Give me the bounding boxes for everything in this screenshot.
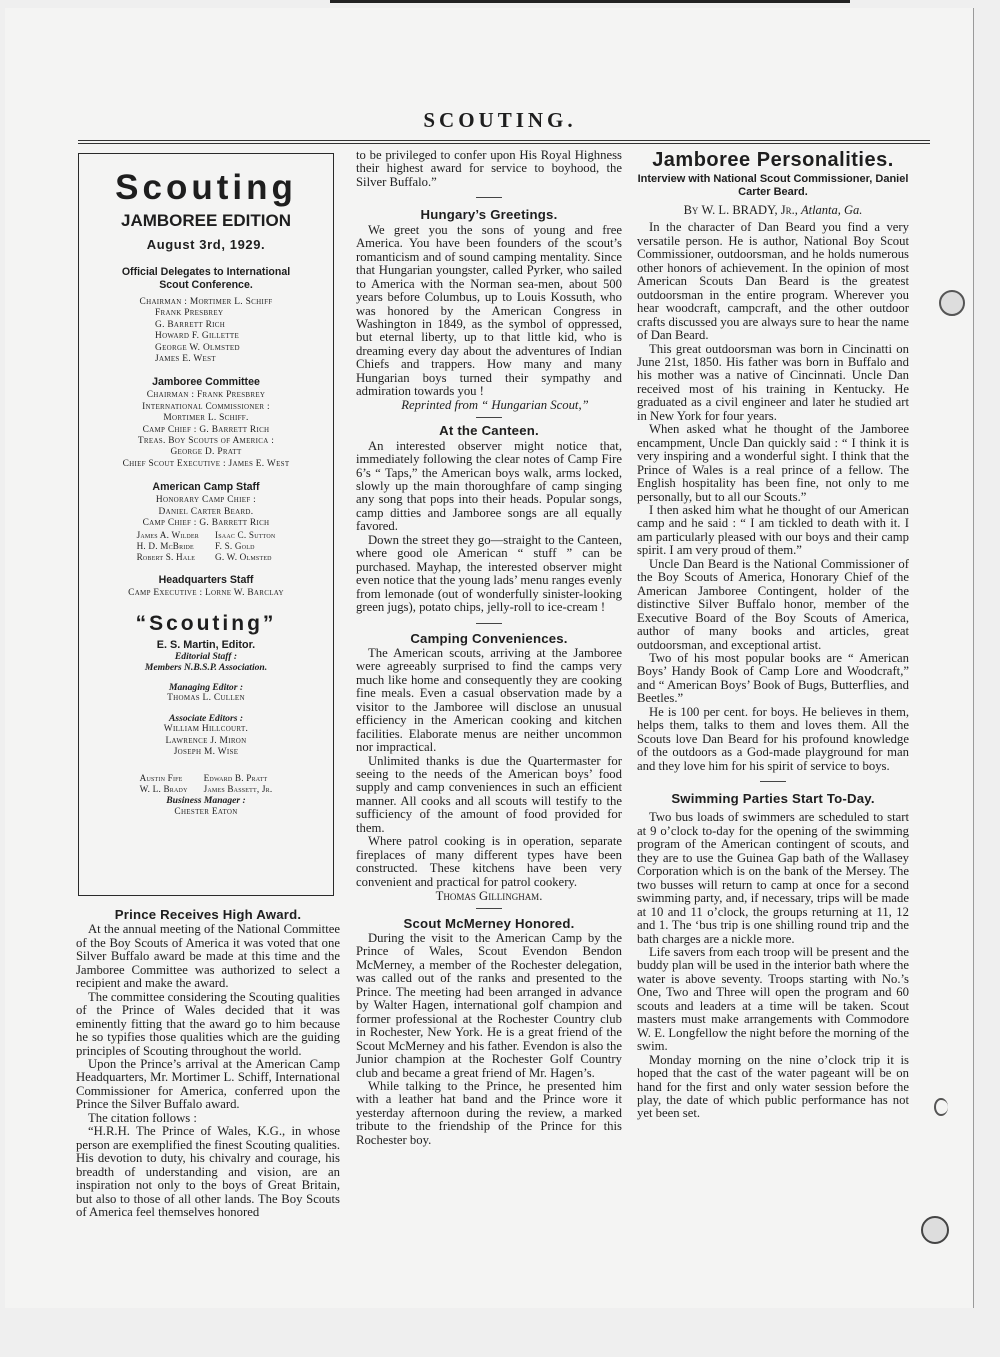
article-paragraph: Down the street they go—straight to the Canteen, where good ole American “ stuff ” can be purchased. Mayhap, the interested observer might even notice that the young lads’ menu ranges evenly from lemonade (out of wonderfully sinister-looking green jugs), potato chips, jelly-roll to ice-cream ! bbox=[356, 532, 622, 615]
camp-staff-heading: American Camp Staff bbox=[152, 481, 260, 494]
delegate-line: Frank Presbrey bbox=[155, 308, 224, 319]
article-paragraph: An interested observer might notice that, immediately following the clear notes of Camp Fire 6’s “ Taps,” the American boys walk, arms locked, slowly up the main thoroughfare of camp singing any song that pops into their heads. Popular songs, camp ditties and Jamboree songs are all equally favored. bbox=[356, 438, 622, 534]
associate-editor-name: William Hillcourt. bbox=[163, 724, 249, 735]
hq-line: Camp Executive : Lorne W. Barclay bbox=[128, 588, 284, 599]
business-manager-name: Chester Eaton bbox=[174, 806, 238, 817]
article-title-swimming: Swimming Parties Start To-Day. bbox=[671, 791, 875, 807]
managing-editor-name: Thomas L. Cullen bbox=[167, 693, 245, 704]
article-paragraph: The committee considering the Scouting qualities of the Prince of Wales decided that it was eminently fitting that the award go to him because he so typifies those qualities which are the guiding principles of Scouting throughout the world. bbox=[76, 989, 340, 1058]
column-1-article bbox=[76, 908, 340, 1219]
committee-line: Mortimer L. Schiff. bbox=[163, 413, 249, 424]
binder-hole-mark bbox=[921, 1216, 949, 1244]
masthead-title: Scouting bbox=[115, 168, 297, 207]
contributor-name: Austin Fife bbox=[139, 772, 183, 783]
edition-date: August 3rd, 1929. bbox=[146, 237, 266, 252]
camp-staff-name: James A. Wilder bbox=[136, 529, 199, 540]
camp-staff-line: Daniel Carter Beard. bbox=[158, 506, 254, 517]
contributor-name: James Bassett, Jr. bbox=[203, 783, 273, 794]
article-paragraph: The American scouts, arriving at the Jamboree were agreeably surprised to find the camps very much like home and consequently they are cooking fine meals. Even a casual observation made by a visitor to the Jamboree will disclose an unusual efficiency in the American cooking and kitchen facilities. Elaborate menus are neither uncommon nor impractical. bbox=[356, 645, 622, 755]
header-rule bbox=[78, 140, 930, 141]
article-byline bbox=[637, 204, 909, 217]
article-paragraph: While talking to the Prince, he presented him with a leather hat band and the Prince wore it yesterday afternoon during the review, a marked tribute to the friendship of the Prince for this Rochester boy. bbox=[356, 1079, 622, 1147]
article-title-personalities: Jamboree Personalities. bbox=[652, 149, 894, 171]
article-paragraph: Life savers from each troop will be present and the buddy plan will be used in the interior bath where the water is above seventy. Troops starting with No.’s One, Two and Three will open the program and 60 scouts and leaders at a time will be taken. Scout masters must make arrangements with Commodore W. E. Longfellow the night before the morning of the swim. bbox=[637, 945, 909, 1054]
delegate-line: James E. West bbox=[155, 354, 216, 365]
byline-place: Atlanta, Ga. bbox=[800, 203, 863, 217]
editor-line: E. S. Martin, Editor. bbox=[156, 638, 256, 651]
business-manager-label: Business Manager : bbox=[166, 794, 246, 806]
byline-author: W. L. BRADY, Jr., bbox=[701, 203, 798, 217]
divider-rule bbox=[476, 417, 502, 418]
column-2 bbox=[356, 149, 622, 1147]
delegates-list bbox=[79, 297, 333, 365]
committee-line: Chairman : Frank Presbrey bbox=[146, 390, 266, 401]
article-signature: Thomas Gillingham. bbox=[435, 889, 543, 904]
divider-rule bbox=[476, 908, 502, 909]
committee-line: Camp Chief : G. Barrett Rich bbox=[142, 424, 270, 435]
camp-staff-name: Robert S. Hale bbox=[136, 551, 196, 562]
camp-staff-name: Isaac C. Sutton bbox=[215, 529, 276, 540]
members-line: Members N.B.S.P. Association. bbox=[144, 662, 268, 674]
associate-editor-name: Joseph M. Wise bbox=[173, 747, 239, 758]
article-paragraph: During the visit to the American Camp by the Prince of Wales, Scout Evendon Bendon McMerney, a member of the Rochester delegation, was called out of the ranks and presented to the Prince. The meeting had been arranged in advance by Walter Hagen, international golf champion and former professional at the Rochester Country club in Rochester, New York. He is a great friend of the Scout McMerney and his father. Evendon is also the Junior champion at the Rochester Golf Country club and became a great friend of Mr. Hagen’s. bbox=[356, 931, 622, 1080]
article-paragraph: In the character of Dan Beard you find a very versatile person. He is author, National Boy Scout Commissioner, outdoorsman, and he holds numerous other honors of achievement. In the opinion of most American Scouts Dan Beard is the greatest outdoorsman in the entire program. Wherever you hear woodcraft, campcraft, and the other outdoor crafts discussed you are always sure to hear the name of Dan Beard. bbox=[637, 220, 909, 343]
page-header-title: SCOUTING. bbox=[423, 108, 577, 132]
committee-line: Chief Scout Executive : James E. West bbox=[122, 458, 290, 469]
divider-rule bbox=[760, 781, 786, 782]
delegate-line: Chairman : Mortimer L. Schiff bbox=[139, 297, 273, 307]
article-paragraph: Two of his most popular books are “ American Boys’ Handy Book of Camp Lore and Woodcraft,” and “ American Boys’ Book of Bugs, Butterflies, and Beetles.” bbox=[637, 650, 909, 706]
edition-label: JAMBOREE EDITION bbox=[120, 211, 292, 230]
article-credit: Reprinted from “ Hungarian Scout,” bbox=[401, 397, 589, 412]
binder-hole-mark bbox=[934, 1098, 948, 1116]
article-paragraph: The citation follows : bbox=[88, 1110, 197, 1125]
camp-staff-columns bbox=[79, 530, 333, 564]
committee-line: Treas. Boy Scouts of America : bbox=[137, 436, 275, 447]
committee-line: George D. Pratt bbox=[170, 447, 242, 458]
magazine-title: “Scouting” bbox=[135, 611, 277, 635]
article-title-canteen: At the Canteen. bbox=[439, 423, 539, 439]
camp-staff-line: Camp Chief : G. Barrett Rich bbox=[142, 518, 270, 529]
article-paragraph: We greet you the sons of young and free America. You have been founders of the scout’s romanticism and of sound camping mentality. Since that Hungarian youngster, called Pyrker, who sailed to America with the Norman sea-men, about 500 years before Columbus, up to Louis Kossuth, who was honored by the American Congress in Washington in 1849, as the symbol of oppressed, but eternal liberty, up to that little kid, who is dreaming every day about the adventures of Indian Chiefs and trappers. How many and many Hungarian boys turned their sympathy and admiration towards you ! bbox=[356, 222, 622, 399]
article-paragraph: Uncle Dan Beard is the National Commissioner of the Boy Scouts of America, Honorary Chief of the American Jamboree Contingent, holder of the distinctive Silver Buffalo honor, member of the Executive Board of the Boy Scouts of America, author of many books and articles, great outdoorsman, and exceptional artist. bbox=[637, 556, 909, 652]
divider-rule bbox=[476, 623, 502, 624]
article-paragraph: When asked what he thought of the Jamboree encampment, Uncle Dan quickly said : “ I think it is very inspiring and a wonderful sight. I think that the Prince of Wales is a real prince of a fellow. The English hospitality has been fine, not only to me personally, but to all our Scouts.” bbox=[637, 422, 909, 504]
article-continuation: to be privileged to confer upon His Royal Highness their highest award for service to boyhood, the Silver Buffalo.” bbox=[356, 148, 622, 189]
contributor-name: W. L. Brady bbox=[139, 783, 188, 794]
byline-prefix: By bbox=[683, 203, 699, 217]
article-paragraph: “H.R.H. The Prince of Wales, K.G., in whose person are exemplified the finest Scouting qualities. His devotion to duty, his chivalry and courage, his breadth of understanding and vision, are an inspiration not only to the boys of Great Britain, but also to those of all other lands. The Boy Scouts of America feel themselves honored bbox=[76, 1124, 340, 1219]
divider-rule bbox=[476, 197, 502, 198]
article-paragraph: Two bus loads of swimmers are scheduled to start at 9 o’clock to-day for the opening of the swimming program of the American contingent of scouts, and they are to use the Guinea Gap bath of the Wallasey Corporation which is on the bank of the Mersey. The two busses will return to camp at once for a second swimming party, and, if necessary, trips will be made at 10 and 11 o’clock, the groups returning at 11, 12 and 1. The ‘bus trip is one shilling round trip and the bath charges are a nickle more. bbox=[637, 810, 909, 946]
scan-edge bbox=[330, 0, 850, 3]
committee-heading: Jamboree Committee bbox=[152, 376, 260, 389]
header-rule bbox=[78, 143, 930, 144]
camp-staff-line: Honorary Camp Chief : bbox=[155, 495, 257, 506]
binder-hole-mark bbox=[939, 290, 965, 316]
article-paragraph: Monday morning on the nine o’clock trip it is hoped that the cast of the water pageant will be on hand for the first and only water session before the play, the date of which public performance has not yet been set. bbox=[637, 1052, 909, 1121]
committee-line: International Commissioner : bbox=[142, 401, 270, 412]
column-3 bbox=[637, 149, 909, 1121]
article-paragraph: I then asked him what he thought of our American camp and he said : “ I am tickled to death with it. I am particularly pleased with our boys and their camp spirit. I am very proud of them.” bbox=[637, 502, 909, 558]
article-title-mcmerney: Scout McMerney Honored. bbox=[403, 915, 575, 931]
hq-heading: Headquarters Staff bbox=[158, 574, 254, 587]
delegate-line: George W. Olmsted bbox=[155, 342, 240, 353]
managing-editor-label: Managing Editor : bbox=[168, 681, 244, 693]
camp-staff-name: H. D. McBride bbox=[136, 540, 194, 551]
article-title-prince-award: Prince Receives High Award. bbox=[114, 907, 302, 922]
article-title-hungary: Hungary’s Greetings. bbox=[420, 207, 558, 223]
associate-editors-label: Associate Editors : bbox=[168, 712, 244, 724]
masthead-box bbox=[78, 153, 334, 896]
delegates-heading: Official Delegates to International Scout Conference. bbox=[121, 266, 291, 291]
delegate-line: Howard F. Gillette bbox=[155, 331, 240, 342]
article-paragraph: At the annual meeting of the National Committee of the Boy Scouts of America it was voted that one Silver Buffalo award be made at this time and the Jamboree Committee was authorized to select a recipient and make the award. bbox=[76, 922, 340, 991]
camp-staff-name: F. S. Gold bbox=[215, 540, 255, 551]
contributors-columns bbox=[79, 773, 333, 795]
article-paragraph: Unlimited thanks is due the Quartermaster for seeing to the needs of the American boys’ food supply and camp conveniences in such an efficient manner. All cooks and all scouts will testify to the sufficiency of the amount of food provided for them. bbox=[356, 753, 622, 835]
article-subtitle: Interview with National Scout Commissioner, Daniel Carter Beard. bbox=[637, 173, 909, 198]
contributor-name: Edward B. Pratt bbox=[203, 772, 268, 783]
article-title-camping: Camping Conveniences. bbox=[410, 630, 568, 646]
editorial-staff-label: Editorial Staff : bbox=[174, 650, 238, 662]
article-paragraph: He is 100 per cent. for boys. He believes in them, helps them, talks to them and loves them. All the Scouts love Dan Beard for his profound knowledge of the outdoors as a God-made playground for man and they love him for his spirit of service to boys. bbox=[637, 704, 909, 773]
article-paragraph: Upon the Prince’s arrival at the American Camp Headquarters, Mr. Mortimer L. Schiff, International Commissioner for America, conferred upon the Prince the Silver Buffalo award. bbox=[76, 1056, 340, 1112]
delegate-line: G. Barrett Rich bbox=[155, 319, 226, 330]
article-paragraph: Where patrol cooking is in operation, separate fireplaces of many different types have been constructed. These kitchens have been very convenient and practical for patrol cookery. bbox=[356, 834, 622, 889]
associate-editor-name: Lawrence J. Miron bbox=[165, 735, 247, 746]
article-paragraph: This great outdoorsman was born in Cincinatti on June 21st, 1850. His father was born in Buffalo and his mother was a native of Cincinnati. Uncle Dan received most of his training in Kentucky. He graduated as a civil engineer and later he studied art in New York for four years. bbox=[637, 341, 909, 423]
camp-staff-name: G. W. Olmsted bbox=[215, 551, 272, 562]
